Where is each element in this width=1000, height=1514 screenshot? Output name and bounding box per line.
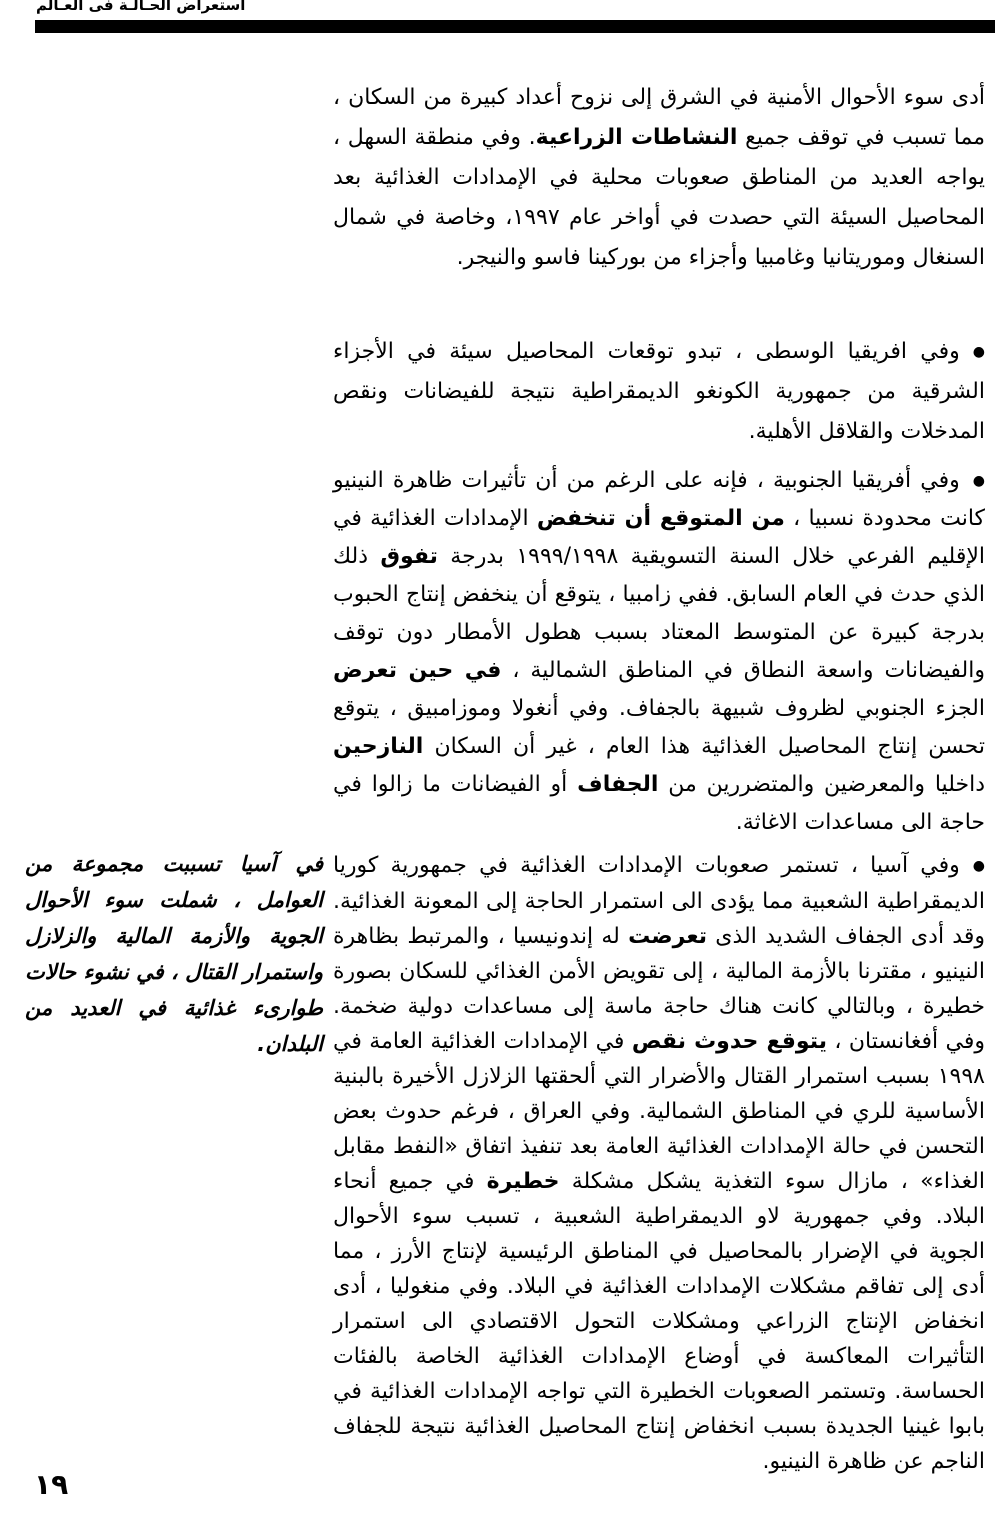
text-segment: في الإمدادات الغذائية العامة في ١٩٩٨ بسبب استمرار القتال والأضرار التي ألحقتها الزلازل الأخيرة بالبنية الأساسية للري في المناطق الشمالية. وفي العراق ، فرغم حدوث بعض التحسن في حالة الإمدادات الغذائية العامة بعد تنفيذ اتفاق «النفط مقابل الغذاء» ، مازال سوء التغذية يشكل مشكلة (333, 1029, 985, 1194)
text-segment: أدى سوء الأحوال الأمنية في الشرق إلى نزوح أعداد كبيرة من السكان ، مما تسبب في توقف جميع (333, 85, 985, 150)
text-segment: تعرضت (628, 924, 708, 949)
text-segment: تفوق (380, 544, 438, 569)
text-segment: النشاطات الزراعية (535, 125, 738, 150)
text-segment: أو الفيضانات ما زالوا في حاجة الى مساعدات الاغاثة. (333, 772, 985, 835)
text-segment: ذلك الذي حدث في العام السابق. ففي زامبيا ، يتوقع أن ينخفض إنتاج الحبوب بدرجة كبيرة عن المتوسط المعتاد بسبب هطول الأمطار دون توقف والفيضانات واسعة النطاق في المناطق الشمالية ، (333, 544, 985, 683)
text-segment: الإمدادات الغذائية في الإقليم الفرعي خلال السنة التسويقية ١٩٩٩/١٩٩٨ بدرجة (333, 506, 985, 569)
text-segment: له إندونيسيا ، والمرتبط بظاهرة النينيو ، مقترنا بالأزمة المالية ، إلى تقويض الأمن الغذائي للسكان بصورة خطيرة ، وبالتالي كانت هناك حاجة ماسة إلى مساعدات دولية ضخمة. وفي أفغانستان ، (333, 924, 985, 1054)
paragraph (333, 462, 985, 842)
text-segment: النازحين (333, 734, 424, 759)
running-header-title: استعراض الحـالـة فى العـالم (36, 0, 246, 14)
text-segment: وفي آسيا ، تستمر صعوبات الإمدادات الغذائية في جمهورية كوريا الديمقراطية الشعبية مما يؤدى الى استمرار الحاجة إلى المعونة الغذائية. وقد أدى الجفاف الشديد الذى (333, 853, 985, 949)
bullet-icon: ● (972, 473, 985, 489)
text-segment: داخليا والمعرضين والمتضررين من (658, 772, 985, 797)
paragraph (333, 848, 985, 1479)
bullet-icon: ● (972, 858, 985, 874)
text-segment: في حين تعرض (333, 658, 502, 683)
paragraph (333, 332, 985, 452)
text-segment: الجزء الجنوبي لظروف شبيهة بالجفاف. وفي أنغولا وموزامبيق ، يتوقع تحسن إنتاج المحاصيل الغذائية هذا العام ، غير أن السكان (333, 696, 985, 759)
text-segment: وفي افريقيا الوسطى ، تبدو توقعات المحاصيل سيئة في الأجزاء الشرقية من جمهورية الكونغو الديمقراطية نتيجة للفيضانات ونقص المدخلات والقلاقل الأهلية. (333, 339, 985, 444)
text-segment: . وفي منطقة السهل ، يواجه العديد من المناطق صعوبات محلية في الإمدادات الغذائية بعد المحاصيل السيئة التي حصدت في أواخر عام ١٩٩٧، وخاصة في شمال السنغال وموريتانيا وغامبيا وأجزاء من بوركينا فاسو والنيجر. (333, 125, 985, 270)
text-segment: الجفاف (577, 772, 659, 797)
text-segment: وفي أفريقيا الجنوبية ، فإنه على الرغم من أن تأثيرات ظاهرة النينيو كانت محدودة نسبيا ، (333, 468, 985, 531)
bullet-icon: ● (972, 344, 985, 360)
text-segment: من المتوقع أن تنخفض (536, 506, 785, 531)
text-segment: خطيرة (486, 1169, 560, 1194)
text-segment: يتوقع حدوث نقص (631, 1029, 827, 1054)
pull-quote: في آسيا تسببت مجموعة من العوامل ، شملت سوء الأحوال الجوية والأزمة المالية والزلازل واستمرار القتال ، في نشوء حالات طوارىء غذائية في العديد من البلدان. (25, 852, 323, 1056)
paragraph (333, 78, 985, 278)
text-segment: في جميع أنحاء البلاد. وفي جمهورية لاو الديمقراطية الشعبية ، تسبب سوء الأحوال الجوية في الإضرار بالمحاصيل في المناطق الرئيسية لإنتاج الأرز ، مما أدى إلى تفاقم مشكلات الإمدادات الغذائية في البلاد. وفي منغوليا ، أدى انخفاض الإنتاج الزراعي ومشكلات التحول الاقتصادي الى استمرار التأثيرات المعاكسة في أوضاع الإمدادات الغذائية الخاصة بالفئات الحساسة. وتستمر الصعوبات الخطيرة التي تواجه الإمدادات الغذائية في بابوا غينيا الجديدة بسبب انخفاض إنتاج المحاصيل الغذائية نتيجة للجفاف الناجم عن ظاهرة النينيو. (333, 1169, 985, 1474)
page-number: ١٩ (34, 1468, 69, 1501)
body-text-column (333, 0, 985, 1514)
